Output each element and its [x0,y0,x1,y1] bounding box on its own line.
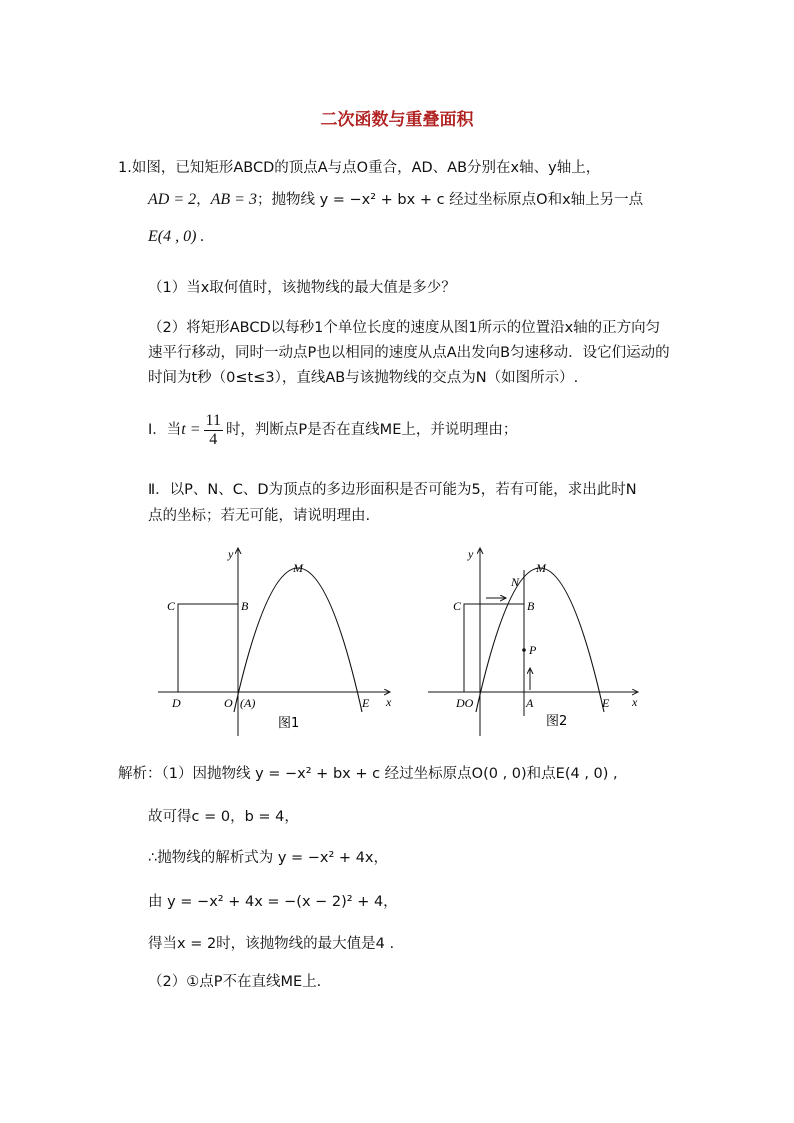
question-ii-line-1: Ⅱ．以P、N、C、D为顶点的多边形面积是否可能为5，若有可能，求出此时N [148,482,637,498]
label-m: M [293,561,303,575]
label-a: A [526,696,534,710]
problem-number: 1. [118,160,132,176]
label-d: D [172,696,181,710]
label-x: x [386,695,392,709]
fraction-denominator: 4 [209,430,218,448]
solution-line-6: （2）①点P不在直线ME上. [148,974,322,990]
fraction-11-4 [204,412,223,449]
figure-1 [150,540,400,740]
page-title: 二次函数与重叠面积 [320,110,474,130]
label-o: O [224,696,233,710]
figure-2 [420,540,650,740]
moved-rectangle [464,604,524,692]
label-b: B [241,599,249,613]
question-i-prefix: Ⅰ．当 [148,422,182,438]
label-e: E [602,696,610,710]
label-y: y [228,547,234,561]
question-2-line-2: 速平行移动，同时一动点P也以相同的速度从点A出发向B匀速移动．设它们运动的 [148,345,670,361]
problem-line-3 [148,228,204,246]
comma: ， [196,192,211,208]
solution-line-1: 解析：（1）因抛物线 y = −x² + bx + c 经过坐标原点O(0 , 0)和点E(4 , 0) , [118,766,618,782]
figure-2-caption: 图2 [546,714,568,729]
label-n: N [511,575,520,589]
figure-1-caption: 图1 [278,716,300,731]
label-c: C [453,599,462,613]
problem-statement-1: 如图，已知矩形ABCD的顶点A与点O重合，AD、AB分别在x轴、y轴上， [131,160,601,176]
question-2-line-1: （2）将矩形ABCD以每秒1个单位长度的速度从图1所示的位置沿x轴的正方向匀 [148,320,661,336]
label-y: y [468,547,474,561]
solution-line-4: 由 y = −x² + 4x = −(x − 2)² + 4， [148,894,398,910]
label-p: P [529,643,537,657]
question-i-suffix: 时，判断点P是否在直线ME上，并说明理由； [225,422,518,438]
question-i-t: t = [181,421,201,438]
label-b: B [527,599,535,613]
fraction-numerator: 11 [205,411,221,429]
question-ii-line-2: 点的坐标；若无可能，请说明理由. [148,508,371,524]
ad-length: AD = 2 [148,191,197,208]
problem-line-2 [148,188,643,209]
problem-line-1 [118,156,600,177]
question-1: （1）当x取何值时，该抛物线的最大值是多少？ [148,280,456,296]
question-2-line-3: 时间为t秒（0≤t≤3），直线AB与该抛物线的交点为N（如图所示）. [148,370,579,386]
solution-line-2: 故可得c = 0，b = 4， [148,809,299,825]
question-i [148,410,517,450]
ab-length: AB = 3 [210,191,257,208]
parabola [234,568,362,712]
label-e: E [362,696,370,710]
point-p [522,648,526,652]
point-e: E(4 , 0) . [148,228,205,245]
label-do: DO [456,696,474,710]
solution-line-5: 得当x = 2时，该抛物线的最大值是4 . [148,936,395,952]
solution-line-3: ∴抛物线的解析式为 y = −x² + 4x， [148,850,388,866]
label-m: M [536,561,546,575]
parabola [476,568,604,712]
label-x: x [632,695,638,709]
label-a: (A) [240,696,256,710]
parabola-statement: ；抛物线 y = −x² + bx + c 经过坐标原点O和x轴上另一点 [256,192,644,208]
label-c: C [167,599,176,613]
rectangle-abcd [178,604,238,692]
